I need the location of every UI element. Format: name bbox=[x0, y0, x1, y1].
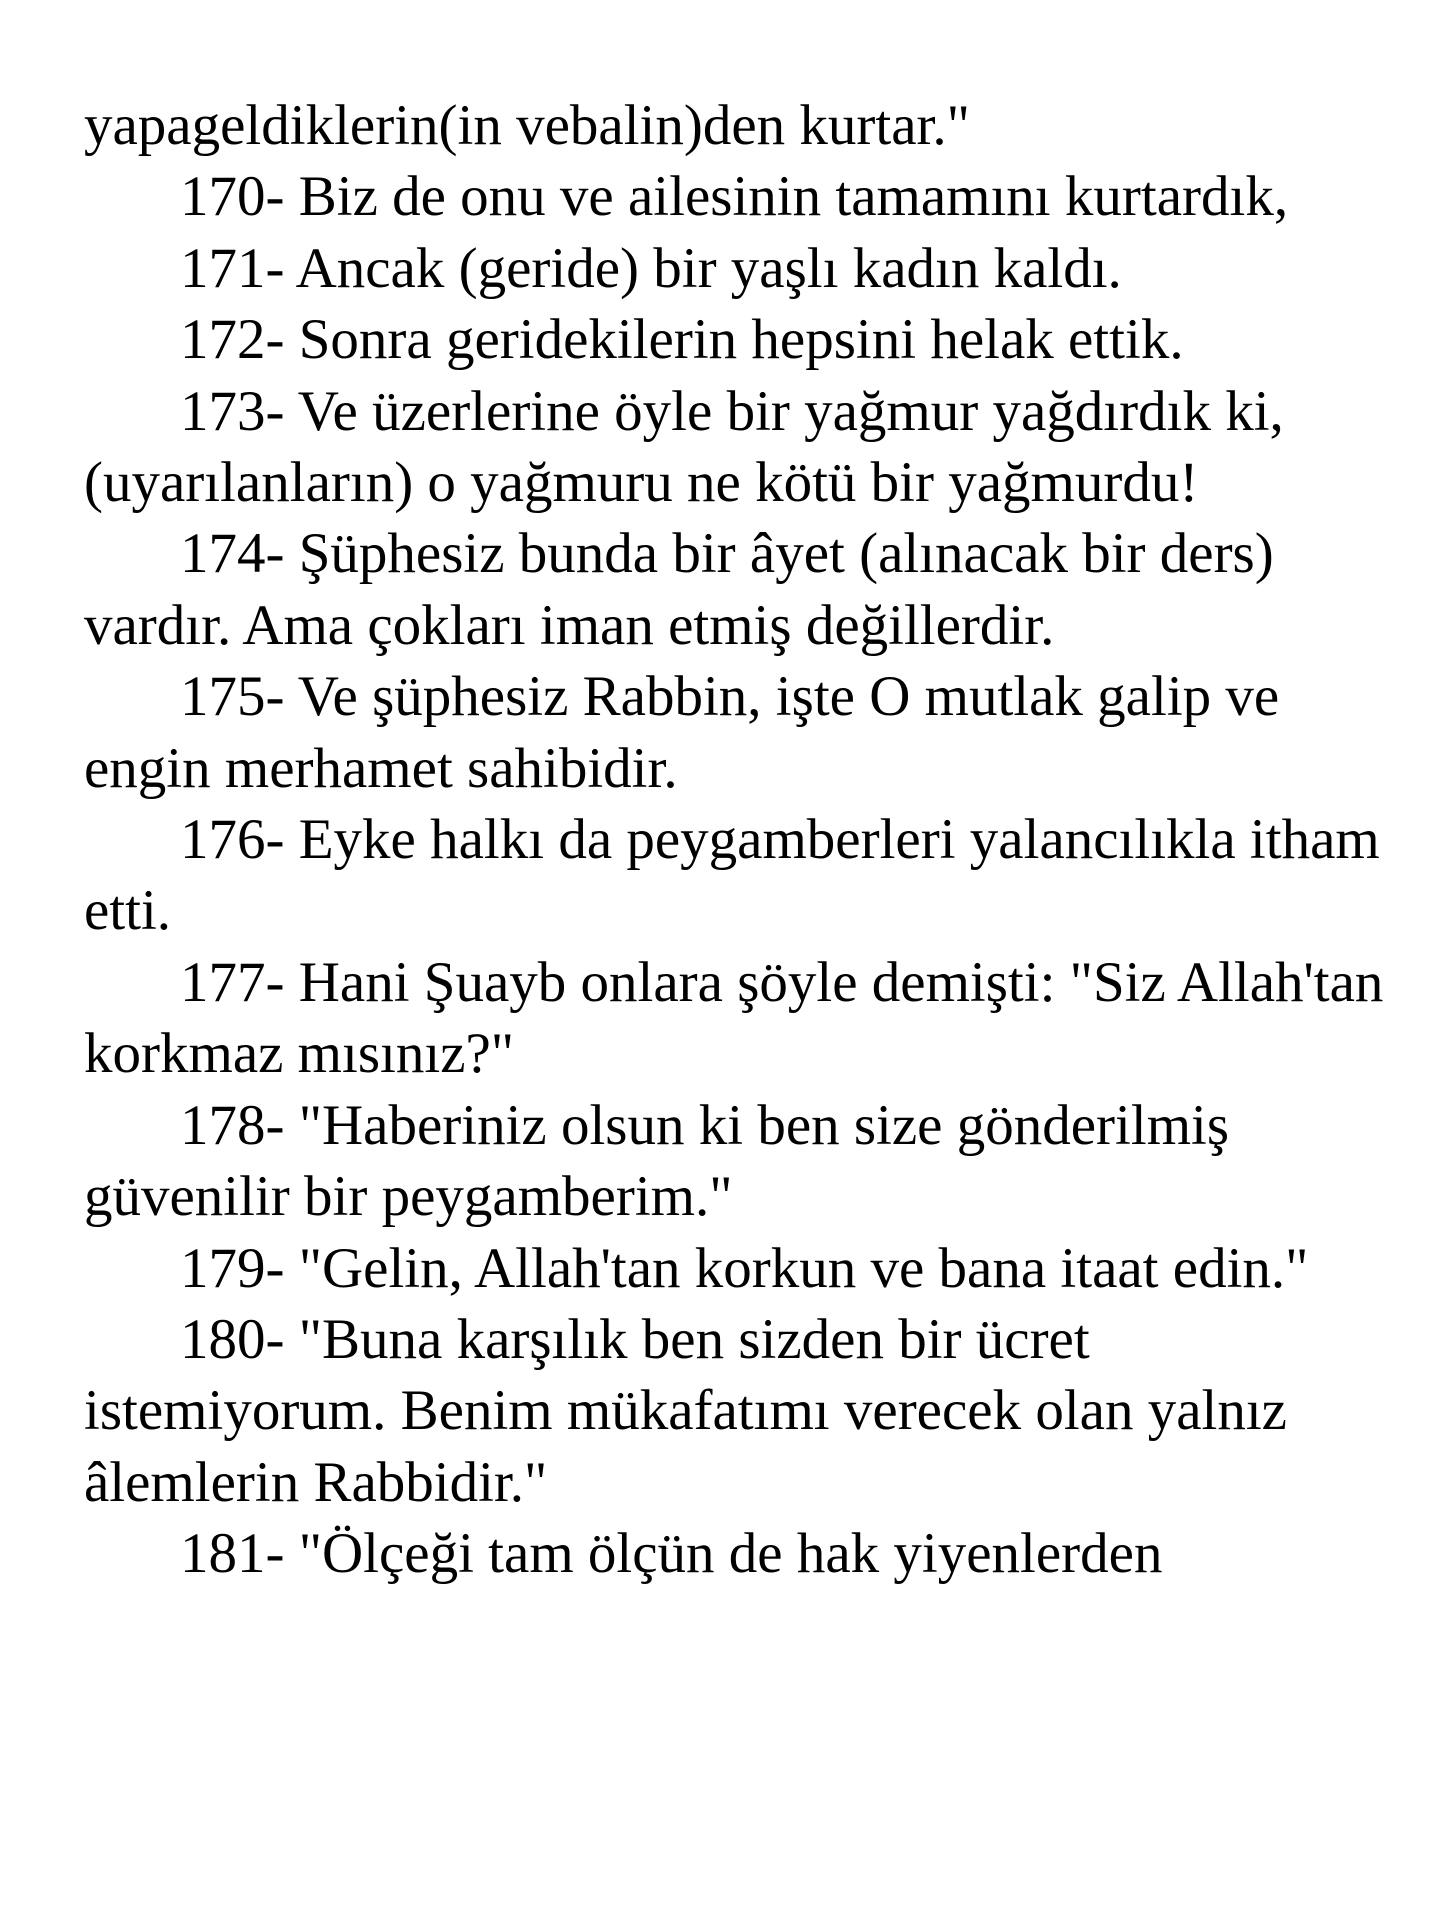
verse-173: 173- Ve üzerlerine öyle bir yağmur yağdırdık ki, (uyarılanların) o yağmuru ne kötü bir yağmurdu! bbox=[84, 379, 1284, 515]
paragraph-continuation: yapageldiklerin(in vebalin)den kurtar." bbox=[84, 94, 970, 157]
document-body bbox=[84, 90, 1404, 1590]
verse-180: 180- "Buna karşılık ben sizden bir ücret istemiyorum. Benim mükafatımı verecek olan yalnız âlemlerin Rabbidir." bbox=[84, 1307, 1287, 1514]
verse-172: 172- Sonra geridekilerin hepsini helak ettik. bbox=[180, 308, 1184, 372]
verse-179: 179- "Gelin, Allah'tan korkun ve bana itaat edin." bbox=[180, 1236, 1309, 1300]
verse-181: 181- "Ölçeği tam ölçün de hak yiyenlerden bbox=[180, 1522, 1163, 1586]
verse-170: 170- Biz de onu ve ailesinin tamamını kurtardık, bbox=[180, 165, 1289, 229]
verse-176: 176- Eyke halkı da peygamberleri yalancılıkla itham etti. bbox=[84, 808, 1380, 943]
verse-178: 178- "Haberiniz olsun ki ben size gönderilmiş güvenilir bir peygamberim." bbox=[84, 1093, 1230, 1229]
verse-174: 174- Şüphesiz bunda bir âyet (alınacak bir ders) vardır. Ama çokları iman etmiş değillerdir. bbox=[84, 522, 1274, 657]
verse-175: 175- Ve şüphesiz Rabbin, işte O mutlak galip ve engin merhamet sahibidir. bbox=[84, 665, 1280, 800]
verse-177: 177- Hani Şuayb onlara şöyle demişti: "Siz Allah'tan korkmaz mısınız?" bbox=[84, 950, 1384, 1086]
verse-171: 171- Ancak (geride) bir yaşlı kadın kaldı. bbox=[180, 236, 1122, 300]
